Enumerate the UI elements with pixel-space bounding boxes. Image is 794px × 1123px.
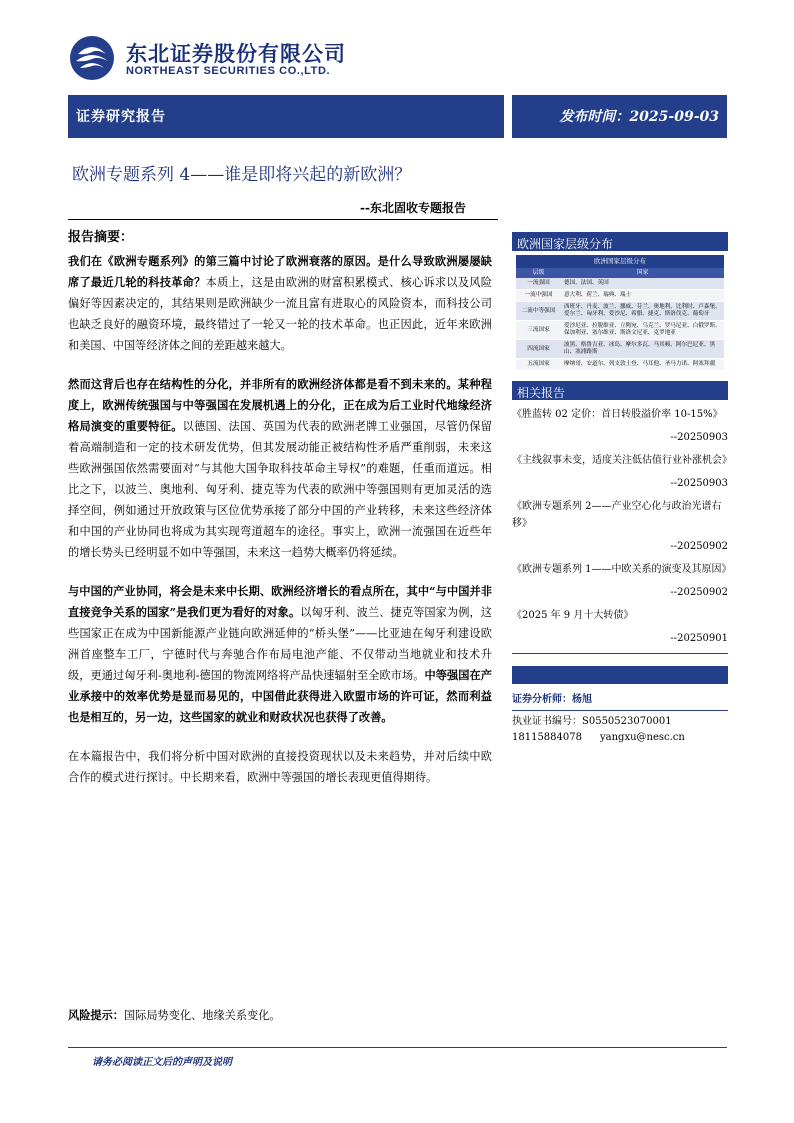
risk-label: 风险提示： (68, 1008, 124, 1022)
related-report-date: --20250902 (670, 541, 728, 552)
tier-countries: 波黑、格鲁吉亚、冰岛、摩尔多瓦、马其顿、阿尔巴尼亚、黑山、塞浦路斯 (561, 340, 724, 358)
tier-countries: 摩纳哥、安道尔、列支敦士登、马耳他、圣马力诺、阿塞拜疆 (561, 359, 724, 370)
tier-level: 一流中强国 (516, 290, 561, 301)
table-row (516, 340, 724, 359)
sidebar-accent-bar (512, 666, 728, 684)
list-item[interactable] (512, 452, 732, 492)
title-divider (68, 219, 498, 220)
analyst-divider (512, 710, 728, 711)
tier-table-title: 欧洲国家层级分布 (516, 255, 724, 268)
summary-p1-text: 本质上，这是由欧洲的财富积累模式、核心诉求以及风险偏好等因素决定的，其结果则是欧洲缺少一流且富有进取心的风险资本，而科技公司也缺乏良好的融资环境，最终错过了一轮又一轮的技术革命。也正因此，近年来欧洲和美国、中国等经济体之间的差距越来越大。 (68, 276, 492, 352)
tier-countries: 意大利、荷兰、瑞典、瑞士 (561, 290, 724, 301)
table-row (516, 278, 724, 290)
company-name-cn: 东北证券股份有限公司 (126, 42, 346, 66)
header-bar-divider (504, 95, 512, 138)
list-item[interactable] (512, 607, 728, 647)
tier-level: 五流国家 (516, 359, 561, 370)
table-row (516, 359, 724, 371)
sidebar-divider (512, 653, 728, 654)
related-report-title[interactable]: 《主线叙事未变，适度关注低估值行业补涨机会》 (512, 455, 732, 466)
tier-countries: 爱沙尼亚、拉脱维亚、立陶宛、乌克兰、罗马尼亚、白俄罗斯、保加利亚、塞尔维亚、斯洛文尼亚、克罗地亚 (561, 321, 724, 339)
company-name-en: NORTHEAST SECURITIES CO.,LTD. (126, 65, 331, 77)
tier-table-col-level: 层级 (532, 269, 545, 276)
summary-p3-text: 以匈牙利、波兰、捷克等国家为例，这些国家正在成为中国新能源产业链向欧洲延伸的“桥头堡”——比亚迪在匈牙利建设欧洲首座整车工厂，宁德时代与奔驰合作布局电池产能、不仅带动当地就业和技术升级，更通过匈牙利-奥地利-德国的物流网络将产品快速辐射至全欧市场。 (68, 606, 492, 682)
tier-countries: 西班牙、丹麦、波兰、挪威、芬兰、奥地利、比利时、卢森堡、爱尔兰、匈牙利、爱沙尼、希腊、捷克、斯洛伐克、葡萄牙 (561, 302, 724, 320)
tier-distribution-header: 欧洲国家层级分布 (512, 232, 728, 251)
tier-level: 一流强国 (516, 278, 561, 289)
table-row (516, 302, 724, 321)
tier-table-col-countries: 国家 (636, 269, 649, 276)
tier-table-header-row (516, 268, 724, 278)
tier-distribution-table (516, 255, 724, 371)
sidebar (512, 232, 732, 746)
list-item[interactable] (512, 561, 732, 601)
related-reports-list (512, 406, 732, 647)
summary-paragraph-3 (68, 581, 492, 728)
analyst-email[interactable]: yangxu@nesc.cn (600, 732, 685, 743)
risk-text: 国际局势变化、地缘关系变化。 (123, 1009, 281, 1022)
analyst-license: 执业证书编号：S0550523070001 (512, 716, 672, 727)
page-title: 欧洲专题系列 4——谁是即将兴起的新欧洲？ (72, 165, 412, 185)
related-report-date: --20250901 (670, 633, 728, 644)
summary-p2-text: 以德国、法国、英国为代表的欧洲老牌工业强国，尽管仍保留着高端制造和一定的技术研发优势，但其发展动能正被结构性矛盾严重削弱，未来这些欧洲强国依然需要面对“与其他大国争取科技革命主导权”的难题，任重而道远。相比之下，以波兰、奥地利、匈牙利、捷克等为代表的欧洲中等强国则有更加灵活的选择空间，例如通过开放政策与区位优势承接了部分中国的产业转移，未来这些经济体和中国的产业协同也将成为其实现弯道超车的途径。事实上，欧洲一流强国在近些年的增长势头已经明显不如中等强国，未来这一趋势大概率仍将延续。 (68, 420, 492, 559)
tier-level: 四流国家 (516, 340, 561, 358)
related-report-title[interactable]: 《2025 年 9 月十大转债》 (512, 610, 634, 621)
list-item[interactable] (512, 498, 728, 555)
footer-divider (68, 1047, 727, 1048)
related-report-date: --20250902 (670, 587, 728, 598)
tier-table-body (516, 278, 724, 371)
summary-paragraph-2 (68, 374, 492, 563)
related-report-date: --20250903 (670, 432, 728, 443)
company-logo-icon (68, 34, 116, 82)
summary-section (68, 226, 492, 806)
summary-p3-bold-2: 中等强国在产业承接中的效率优势是显而易见的，中国借此获得进入欧盟市场的许可证，然而利益也是相互的，另一边，这些国家的就业和财政状况也获得了改善。 (68, 668, 492, 724)
tier-countries: 德国、法国、英国 (561, 278, 724, 289)
summary-paragraph-4: 在本篇报告中，我们将分析中国对欧洲的直接投资现状以及未来趋势，并对后续中欧合作的模式进行探讨。中长期来看，欧洲中等强国的增长表现更值得期待。 (68, 750, 492, 784)
tier-level: 二流中等强国 (516, 302, 561, 320)
tier-level: 三流国家 (516, 321, 561, 339)
risk-warning (68, 1007, 281, 1023)
report-type-label: 证券研究报告 (76, 109, 166, 125)
related-report-title[interactable]: 《胜蓝转 02 定价：首日转股溢价率 10-15%》 (512, 409, 723, 420)
summary-p2-bold: 然而这背后也存在结构性的分化，并非所有的欧洲经济体都是看不到未来的。某种程度上，欧洲传统强国与中等强国在发展机遇上的分化，正在成为后工业时代地缘经济格局演变的重要特征。 (68, 377, 492, 433)
related-report-title[interactable]: 《欧洲专题系列 1——中欧关系的演变及其原因》 (512, 564, 732, 575)
publish-date: 发布时间：2025-09-03 (559, 109, 719, 125)
related-reports-header: 相关报告 (512, 381, 728, 400)
analyst-phone: 18115884078 (512, 732, 582, 743)
analyst-contact-row (512, 730, 728, 746)
page-subtitle: --东北固收专题报告 (360, 201, 466, 215)
footer-disclaimer: 请务必阅读正文后的声明及说明 (92, 1057, 232, 1068)
analyst-name: 证券分析师：杨旭 (512, 694, 592, 705)
related-report-title[interactable]: 《欧洲专题系列 2——产业空心化与政治光谱右移》 (512, 501, 722, 529)
table-row (516, 321, 724, 340)
list-item[interactable] (512, 406, 728, 446)
summary-paragraph-1 (68, 251, 492, 356)
table-row (516, 290, 724, 302)
related-report-date: --20250903 (670, 478, 728, 489)
analyst-info (512, 692, 728, 746)
summary-heading: 报告摘要： (68, 230, 134, 245)
summary-p1-bold: 我们在《欧洲专题系列》的第三篇中讨论了欧洲衰落的原因。是什么导致欧洲屡屡缺席了最近几轮的科技革命？ (68, 254, 492, 289)
summary-p3-bold: 与中国的产业协同，将会是未来中长期、欧洲经济增长的看点所在，其中“与中国并非直接竞争关系的国家”是我们更为看好的对象。 (68, 584, 492, 619)
